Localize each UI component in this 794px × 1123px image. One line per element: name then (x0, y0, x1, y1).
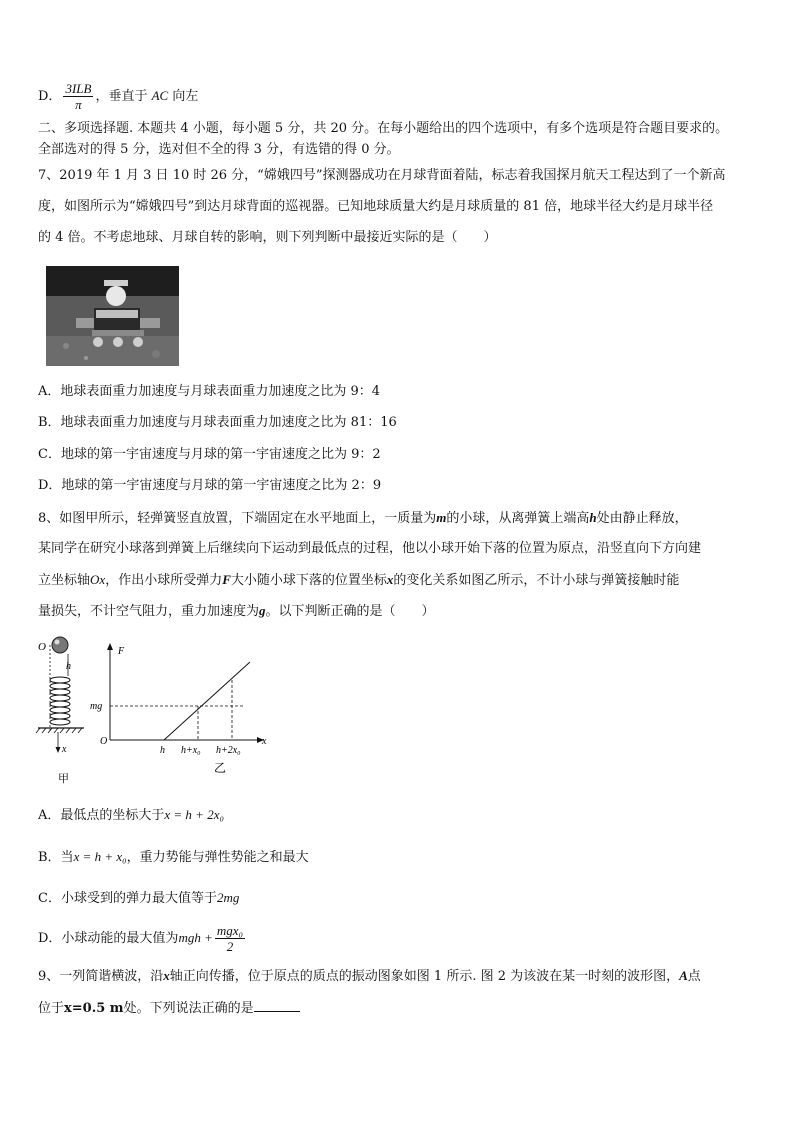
fig-jia-label-o: O (38, 641, 46, 653)
q8-line-3 (38, 571, 679, 590)
q7-line-1: 7、2019 年 1 月 3 日 10 时 26 分，“嫦娥四号”探测器成功在月球背面着陆，标志着我国探月航天工程达到了一个新高 (38, 168, 726, 183)
q8-text-3b: ，作出小球所受弹力 (105, 573, 223, 588)
ball-highlight (55, 640, 60, 645)
q8-option-a-math: x = h + 2x₀ (164, 807, 224, 822)
option-d-text: ，垂直于 (95, 89, 148, 104)
q8-option-a (38, 806, 224, 825)
q8-option-d-math: mgh + (178, 930, 213, 945)
q8-option-d-text: D．小球动能的最大值为 (38, 931, 179, 946)
fig-jia-caption: 甲 (58, 773, 69, 785)
q8-option-d-fraction (215, 923, 245, 954)
fraction-denominator: π (75, 97, 82, 112)
var-m: m (436, 510, 447, 525)
q8-option-b-math: x = h + x₀ (73, 849, 127, 864)
q8-text-4b: 。以下判断正确的是（ ） (265, 604, 435, 619)
q8-option-d-denominator: 2 (226, 939, 234, 954)
q9-var-a: A (679, 968, 688, 983)
q9-text-1b: 轴正向传播，位于原点的质点的振动图象如图 1 所示. 图 2 为该波在某一时刻的波形图， (169, 969, 680, 984)
force-line (164, 662, 250, 740)
fig-jia-label-h: h (66, 661, 71, 672)
q8-option-d (38, 920, 247, 957)
q9-position: x=0.5 m (64, 1001, 124, 1016)
fig-jia-label-x: x (62, 744, 67, 755)
fraction-numerator: 3ILB (65, 81, 92, 96)
q8-option-c-text: C．小球受到的弹力最大值等于 (38, 891, 217, 906)
q8-option-c-math: 2mg (216, 890, 240, 905)
q8-option-a-text: A．最低点的坐标大于 (38, 808, 165, 823)
var-g: g (259, 603, 266, 618)
answer-blank (254, 999, 300, 1012)
q8-option-b-text: B．当 (38, 850, 74, 865)
section-2-line-1: 二、多项选择题. 本题共 4 小题，每小题 5 分，共 20 分。在每小题给出的四个选项中，有多个选项是符合题目要求的。 (38, 121, 729, 136)
fig-yi-label-mg: mg (90, 701, 103, 712)
q7-line-3: 的 4 倍。不考虑地球、月球自转的影响，则下列判断中最接近实际的是（ ） (38, 230, 497, 245)
q9-line-2 (38, 999, 300, 1018)
lunar-rover-illustration (46, 266, 179, 366)
q9-text-1c: 点 (687, 969, 701, 984)
fig-yi-tick-h: h (160, 745, 165, 756)
q8-text-3c: 大小随小球下落的位置坐标 (230, 573, 387, 588)
fig-yi-caption: 乙 (214, 761, 227, 775)
q8-option-c (38, 889, 239, 908)
q9-line-1 (38, 967, 701, 986)
fig-yi-label-o: O (100, 736, 108, 747)
q9-text-1a: 9、一列简谐横波，沿 (38, 969, 164, 984)
figure-yi-graph (88, 640, 288, 780)
q8-text-1a: 8、如图甲所示，轻弹簧竖直放置，下端固定在水平地面上，一质量为 (38, 511, 437, 526)
option-d-direction: 向左 (172, 89, 199, 104)
q7-line-2: 度，如图所示为“嫦娥四号”到达月球背面的巡视器。已知地球质量大约是月球质量的 81 倍，地球半径大约是月球半径 (38, 199, 714, 214)
var-x: x (386, 572, 394, 587)
segment-ac: AC (151, 88, 169, 103)
q8-text-3a: 立坐标轴 (38, 573, 91, 588)
var-h: h (589, 510, 597, 525)
x-arrowhead (56, 747, 61, 753)
q9-text-2a: 位于 (38, 1001, 65, 1016)
fraction-3ilb-pi (63, 81, 93, 112)
q8-option-d-numerator: mgx₀ (216, 923, 244, 938)
f-axis-arrow (107, 643, 113, 650)
prev-option-d (38, 78, 198, 115)
fig-yi-label-f: F (118, 646, 125, 657)
q7-option-b: B．地球表面重力加速度与月球表面重力加速度之比为 81：16 (38, 415, 397, 430)
fig-yi-label-x: x (262, 736, 267, 747)
section-2-line-2: 全部选对的得 5 分，选对但不全的得 3 分，有选错的得 0 分。 (38, 142, 400, 157)
q8-text-4a: 量损失，不计空气阻力，重力加速度为 (38, 604, 260, 619)
q8-text-1c: 处由静止释放， (596, 511, 688, 526)
option-d-prefix: D． (38, 89, 62, 104)
q8-line-1 (38, 509, 688, 528)
q8-option-b (38, 848, 309, 867)
fig-yi-tick-h2x0: h+2x₀ (216, 745, 241, 756)
lunar-rover-photo (46, 266, 179, 366)
q8-option-b-suffix: ，重力势能与弹性势能之和最大 (126, 850, 309, 865)
q7-option-d: D．地球的第一宇宙速度与月球的第一宇宙速度之比为 2：9 (38, 478, 382, 493)
q7-option-c: C．地球的第一宇宙速度与月球的第一宇宙速度之比为 9：2 (38, 447, 381, 462)
q9-var-x: x (163, 968, 170, 983)
q8-text-3d: 的变化关系如图乙所示，不计小球与弹簧接触时能 (393, 573, 680, 588)
q8-line-4 (38, 602, 435, 621)
axis-ox: Ox (90, 572, 106, 587)
q9-text-2c: 处。下列说法正确的是 (123, 1001, 254, 1016)
var-f: F (222, 572, 231, 587)
fig-yi-tick-hx0: h+x₀ (181, 745, 201, 756)
spring-coils (50, 677, 70, 725)
ball (52, 637, 68, 653)
q8-line-2: 某同学在研究小球落到弹簧上后继续向下运动到最低点的过程，他以小球开始下落的位置为原点，沿竖直向下方向建 (38, 541, 702, 556)
q8-text-1b: 的小球，从离弹簧上端高 (446, 511, 590, 526)
ground-hatch (36, 728, 82, 733)
q7-option-a: A．地球表面重力加速度与月球表面重力加速度之比为 9：4 (38, 384, 381, 399)
